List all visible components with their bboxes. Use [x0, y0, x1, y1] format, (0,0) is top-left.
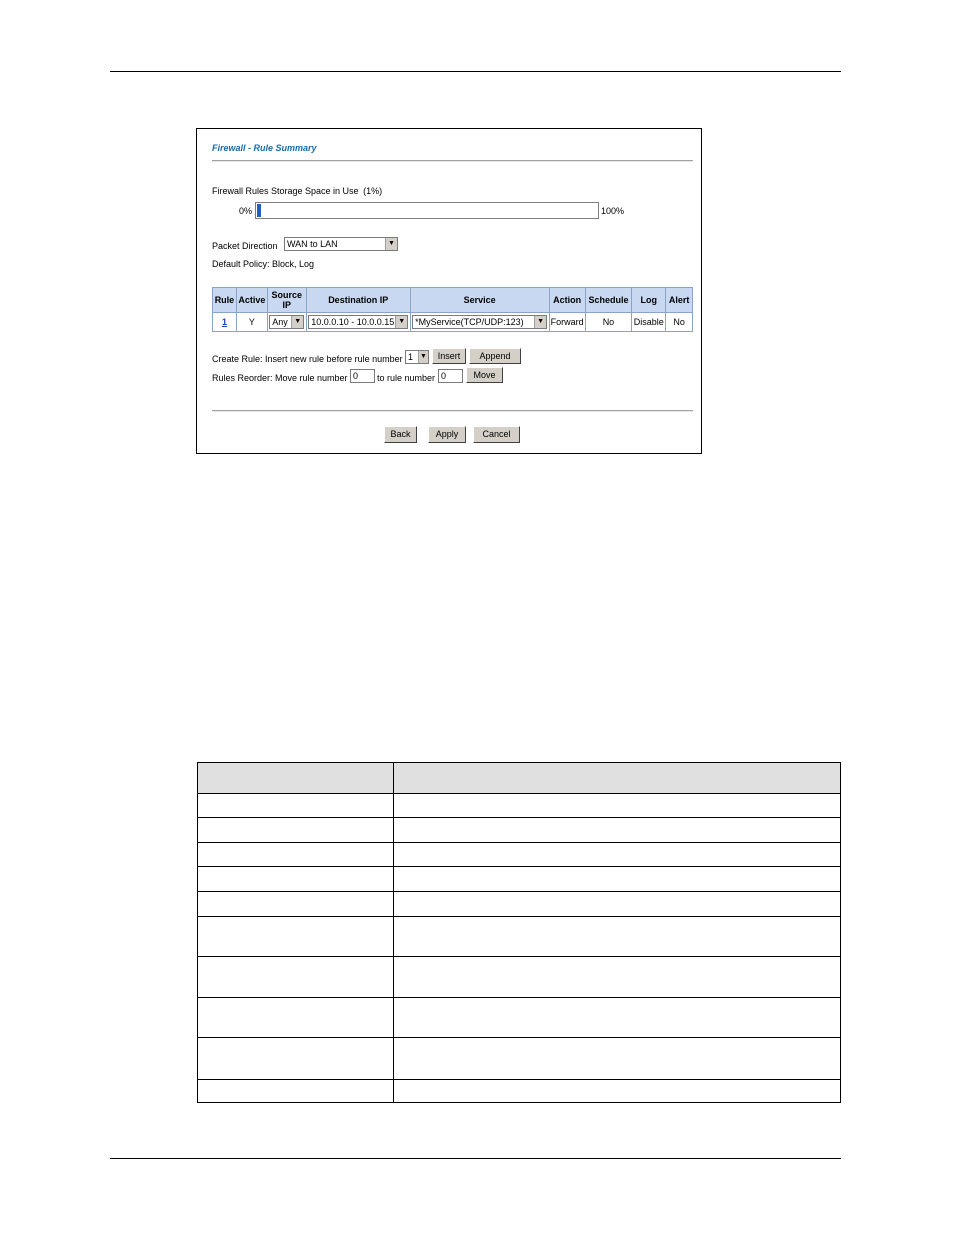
- table-row: [213, 313, 693, 332]
- cell-schedule: No: [585, 313, 632, 332]
- table-cell: [393, 843, 840, 867]
- chevron-down-icon: ▼: [395, 316, 407, 328]
- table-cell: [393, 892, 840, 917]
- field-description-table: [197, 762, 841, 1103]
- create-rule-number-select[interactable]: [405, 350, 429, 364]
- header-cell-label: [198, 763, 394, 794]
- table-row: [198, 843, 841, 867]
- back-button[interactable]: Back: [384, 426, 417, 443]
- create-rule-label: Create Rule: Insert new rule before rule number: [212, 354, 403, 364]
- table-row: [198, 794, 841, 818]
- header-log: Log: [632, 288, 666, 313]
- rule-number-link[interactable]: 1: [221, 317, 227, 327]
- header-schedule: Schedule: [585, 288, 632, 313]
- cell-service: [410, 313, 549, 332]
- chevron-down-icon: ▼: [418, 351, 428, 363]
- cell-active: Y: [236, 313, 267, 332]
- chevron-down-icon: ▼: [291, 316, 303, 328]
- table-cell: [198, 917, 394, 957]
- header-source-ip: Source IP: [267, 288, 306, 313]
- table-cell: [393, 1080, 840, 1103]
- table-cell: [393, 957, 840, 998]
- reorder-to-input[interactable]: 0: [438, 369, 463, 383]
- footer-divider: [212, 410, 693, 412]
- table-cell: [198, 892, 394, 917]
- storage-label-row: [212, 186, 382, 197]
- header-rule: Rule: [213, 288, 237, 313]
- page-footer-rule: [110, 1158, 841, 1159]
- insert-button[interactable]: Insert: [432, 348, 466, 364]
- chevron-down-icon: ▼: [385, 238, 397, 250]
- cell-log: Disable: [632, 313, 666, 332]
- table-cell: [198, 957, 394, 998]
- table-row: [198, 998, 841, 1038]
- move-button[interactable]: Move: [466, 367, 503, 383]
- bar-min-label: 0%: [239, 206, 253, 216]
- table-row: [198, 1038, 841, 1080]
- bar-max-label: 100%: [601, 206, 625, 216]
- table-cell: [198, 794, 394, 818]
- reorder-label: Rules Reorder: Move rule number: [212, 373, 348, 383]
- table-row: [198, 892, 841, 917]
- header-service: Service: [410, 288, 549, 313]
- firewall-rule-summary-screenshot: [196, 128, 702, 454]
- destination-ip-select[interactable]: [308, 315, 408, 329]
- storage-progress-fill: [257, 204, 261, 217]
- table-cell: [198, 1080, 394, 1103]
- default-policy-text: Default Policy: Block, Log: [212, 259, 315, 269]
- packet-direction-label: Packet Direction: [212, 241, 278, 251]
- storage-label: Firewall Rules Storage Space in Use: [212, 186, 359, 196]
- cell-destination-ip: [306, 313, 410, 332]
- source-ip-value: Any: [272, 317, 288, 327]
- destination-ip-value: 10.0.0.10 - 10.0.0.15: [311, 317, 395, 327]
- storage-percent: (1%): [363, 186, 383, 196]
- header-destination-ip: Destination IP: [306, 288, 410, 313]
- table-cell: [198, 843, 394, 867]
- table-cell: [393, 794, 840, 818]
- table-cell: [198, 1038, 394, 1080]
- cancel-button[interactable]: Cancel: [473, 426, 520, 443]
- table-cell: [393, 818, 840, 843]
- table-header-row: [198, 763, 841, 794]
- chevron-down-icon: ▼: [534, 316, 546, 328]
- table-cell: [198, 998, 394, 1038]
- table-cell: [393, 867, 840, 892]
- table-cell: [393, 998, 840, 1038]
- header-cell-description: [393, 763, 840, 794]
- header-alert: Alert: [666, 288, 693, 313]
- service-select[interactable]: [412, 315, 547, 329]
- table-row: [198, 917, 841, 957]
- rules-table: [212, 287, 693, 332]
- table-row: [198, 818, 841, 843]
- table-row: [198, 867, 841, 892]
- service-value: *MyService(TCP/UDP:123): [415, 317, 524, 327]
- table-row: [198, 957, 841, 998]
- append-button[interactable]: Append: [469, 348, 521, 364]
- packet-direction-select[interactable]: [284, 237, 398, 251]
- reorder-from-input[interactable]: 0: [350, 369, 375, 383]
- apply-button[interactable]: Apply: [428, 426, 466, 443]
- header-active: Active: [236, 288, 267, 313]
- create-rule-number-value: 1: [408, 352, 414, 362]
- panel-title: Firewall - Rule Summary: [212, 143, 317, 153]
- table-cell: [393, 917, 840, 957]
- page-header-rule: [110, 71, 841, 72]
- reorder-to-label: to rule number: [377, 373, 436, 383]
- cell-alert: No: [666, 313, 693, 332]
- cell-rule: [213, 313, 237, 332]
- table-cell: [198, 818, 394, 843]
- table-cell: [198, 867, 394, 892]
- cell-action: Forward: [549, 313, 585, 332]
- packet-direction-value: WAN to LAN: [287, 239, 338, 249]
- table-row: [198, 1080, 841, 1103]
- table-cell: [393, 1038, 840, 1080]
- cell-source-ip: [267, 313, 306, 332]
- header-action: Action: [549, 288, 585, 313]
- source-ip-select[interactable]: [269, 315, 304, 329]
- storage-progress-bar: [255, 202, 599, 219]
- title-divider: [212, 160, 693, 162]
- table-header-row: [213, 288, 693, 313]
